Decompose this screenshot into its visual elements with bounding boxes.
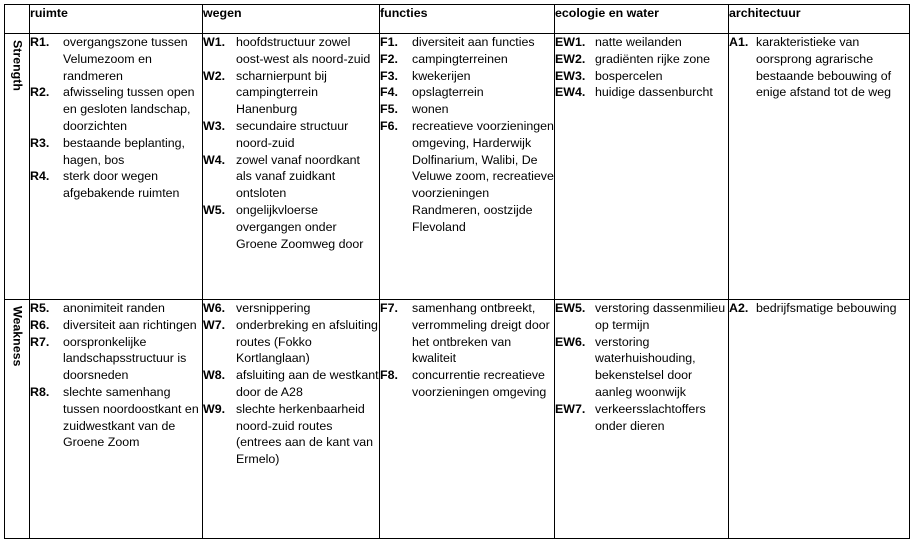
entry-code: W9.	[203, 401, 226, 416]
swot-table	[4, 4, 910, 539]
entry-code: R2.	[30, 85, 50, 100]
cell-strength-ecologie	[555, 34, 729, 300]
entry-item	[203, 401, 379, 468]
strength-row	[5, 34, 910, 300]
entry-code: F1.	[380, 35, 398, 49]
entry-text: bospercelen	[595, 68, 663, 83]
column-header-functies: functies	[380, 5, 555, 34]
entry-text: campingterreinen	[412, 51, 508, 66]
entry-text: gradiënten rijke zone	[595, 51, 711, 66]
entry-text: verstoring dassenmilieu op termijn	[595, 301, 726, 332]
entry-code: F2.	[380, 51, 398, 66]
entry-code: W3.	[203, 118, 226, 133]
entry-code: EW3.	[555, 68, 586, 83]
cell-strength-functies	[380, 34, 555, 300]
entry-code: F6.	[380, 118, 398, 133]
entry-text: verkeersslachtoffers onder dieren	[595, 401, 706, 433]
entry-text: secundaire structuur noord-zuid	[236, 118, 349, 150]
entry-item	[380, 367, 554, 401]
entry-text: scharnierpunt bij campingterrein Hanenburg	[236, 68, 327, 117]
entry-item	[203, 152, 379, 202]
entry-item	[380, 118, 554, 236]
entry-text: afsluiting aan de westkant door de A28	[236, 368, 379, 399]
entry-text: huidige dassenburcht	[595, 85, 713, 100]
entry-code: R3.	[30, 135, 50, 150]
entry-item	[380, 68, 554, 85]
column-header-wegen: wegen	[203, 5, 380, 34]
entry-item	[380, 51, 554, 68]
cell-weakness-architectuur	[729, 300, 910, 539]
entry-code: F3.	[380, 68, 398, 83]
entry-text: kwekerijen	[412, 68, 471, 83]
entry-item	[555, 51, 728, 68]
entry-item	[555, 401, 728, 435]
entry-text: slechte herkenbaarheid noord-zuid routes (entrees aan de kant van Ermelo)	[236, 401, 374, 467]
entry-item	[203, 367, 379, 401]
entry-code: R1.	[30, 35, 50, 49]
entry-item	[380, 101, 554, 118]
entry-code: F7.	[380, 301, 398, 315]
row-label-cell	[5, 300, 30, 539]
entry-item	[30, 168, 202, 202]
cell-weakness-ecologie	[555, 300, 729, 539]
entry-code: F8.	[380, 368, 398, 383]
entry-code: EW2.	[555, 51, 586, 66]
row-label-strength: Strength	[10, 40, 25, 91]
entry-item	[555, 334, 728, 401]
entry-code: F4.	[380, 85, 398, 100]
entry-code: W7.	[203, 317, 226, 332]
entry-item	[30, 317, 202, 334]
entry-text: wonen	[412, 102, 449, 117]
entry-text: slechte samenhang tussen noordoostkant en zuidwestkant van de Groene Zoom	[63, 384, 199, 450]
entry-code: EW5.	[555, 301, 586, 315]
entry-text: samenhang ontbreekt, verrommeling dreigt door het ontbreken van kwaliteit	[412, 301, 550, 366]
entry-item	[30, 300, 202, 317]
entry-code: W8.	[203, 368, 226, 383]
entry-text: onderbreking en afsluiting routes (Fokko Kortlanglaan)	[236, 317, 378, 366]
entry-item	[203, 34, 379, 68]
entry-code: R5.	[30, 301, 50, 315]
entry-code: EW4.	[555, 85, 586, 100]
cell-weakness-ruimte	[30, 300, 203, 539]
entry-item	[30, 384, 202, 451]
entry-item	[555, 300, 728, 334]
entry-text: versnippering	[236, 301, 311, 315]
entry-item	[380, 84, 554, 101]
cell-strength-wegen	[203, 34, 380, 300]
entry-item	[30, 135, 202, 169]
column-header-ecologie-en-water: ecologie en water	[555, 5, 729, 34]
row-label-cell	[5, 34, 30, 300]
entry-text: bedrijfsmatige bebouwing	[756, 301, 897, 315]
entry-item	[203, 317, 379, 367]
column-header-architectuur: architectuur	[729, 5, 910, 34]
cell-weakness-functies	[380, 300, 555, 539]
entry-item	[555, 84, 728, 101]
entry-item	[555, 68, 728, 85]
entry-code: A1.	[729, 35, 749, 49]
entry-code: R6.	[30, 317, 50, 332]
header-row	[5, 5, 910, 34]
entry-code: W4.	[203, 152, 226, 167]
entry-text: ongelijkvloerse overgangen onder Groene Zoomweg door	[236, 202, 364, 251]
cell-weakness-wegen	[203, 300, 380, 539]
column-header-ruimte: ruimte	[30, 5, 203, 34]
entry-item	[203, 68, 379, 118]
corner-cell	[5, 5, 30, 34]
entry-text: recreatieve voorzieningen omgeving, Harderwijk Dolfinarium, Walibi, De Veluwe zoom, recreatieve voorzieningen Randmeren, oostzijde Flevoland	[412, 118, 554, 234]
entry-item	[203, 300, 379, 317]
entry-code: R7.	[30, 334, 50, 349]
cell-strength-architectuur	[729, 34, 910, 300]
entry-text: afwisseling tussen open en gesloten landschap, doorzichten	[63, 85, 195, 133]
entry-code: W6.	[203, 301, 226, 315]
entry-item	[380, 34, 554, 51]
entry-text: verstoring waterhuishouding, bekenstelsel door aanleg woonwijk	[595, 334, 696, 399]
entry-text: diversiteit aan functies	[412, 35, 535, 49]
entry-text: concurrentie recreatieve voorzieningen omgeving	[412, 368, 547, 399]
entry-code: R8.	[30, 384, 50, 399]
entry-item	[729, 34, 909, 101]
entry-item	[555, 34, 728, 51]
entry-code: EW1.	[555, 35, 586, 49]
entry-item	[203, 202, 379, 252]
entry-code: W2.	[203, 68, 226, 83]
weakness-row	[5, 300, 910, 539]
entry-text: sterk door wegen afgebakende ruimten	[63, 169, 180, 201]
entry-text: opslagterrein	[412, 85, 484, 100]
cell-strength-ruimte	[30, 34, 203, 300]
entry-text: zowel vanaf noordkant als vanaf zuidkant ontsloten	[236, 152, 360, 201]
entry-text: hoofdstructuur zowel oost-west als noord-zuid	[236, 35, 371, 66]
entry-item	[203, 118, 379, 152]
entry-item	[30, 34, 202, 84]
entry-item	[729, 300, 909, 317]
entry-text: natte weilanden	[595, 35, 682, 49]
entry-text: anonimiteit randen	[63, 301, 165, 315]
entry-code: W5.	[203, 202, 226, 217]
row-label-weakness: Weakness	[10, 306, 25, 367]
entry-text: diversiteit aan richtingen	[63, 317, 197, 332]
entry-item	[30, 84, 202, 134]
entry-code: A2.	[729, 301, 749, 315]
entry-code: R4.	[30, 169, 50, 184]
entry-text: bestaande beplanting, hagen, bos	[63, 135, 185, 167]
entry-code: EW6.	[555, 334, 586, 349]
entry-item	[30, 334, 202, 384]
entry-code: EW7.	[555, 401, 586, 416]
entry-text: karakteristieke van oorsprong agrarische bestaande bebouwing of enige afstand tot de weg	[756, 35, 892, 100]
entry-code: F5.	[380, 102, 398, 117]
entry-text: oorspronkelijke landschapsstructuur is doorsneden	[63, 334, 187, 383]
entry-item	[380, 300, 554, 367]
entry-code: W1.	[203, 35, 226, 49]
entry-text: overgangszone tussen Velumezoom en randmeren	[63, 35, 188, 83]
